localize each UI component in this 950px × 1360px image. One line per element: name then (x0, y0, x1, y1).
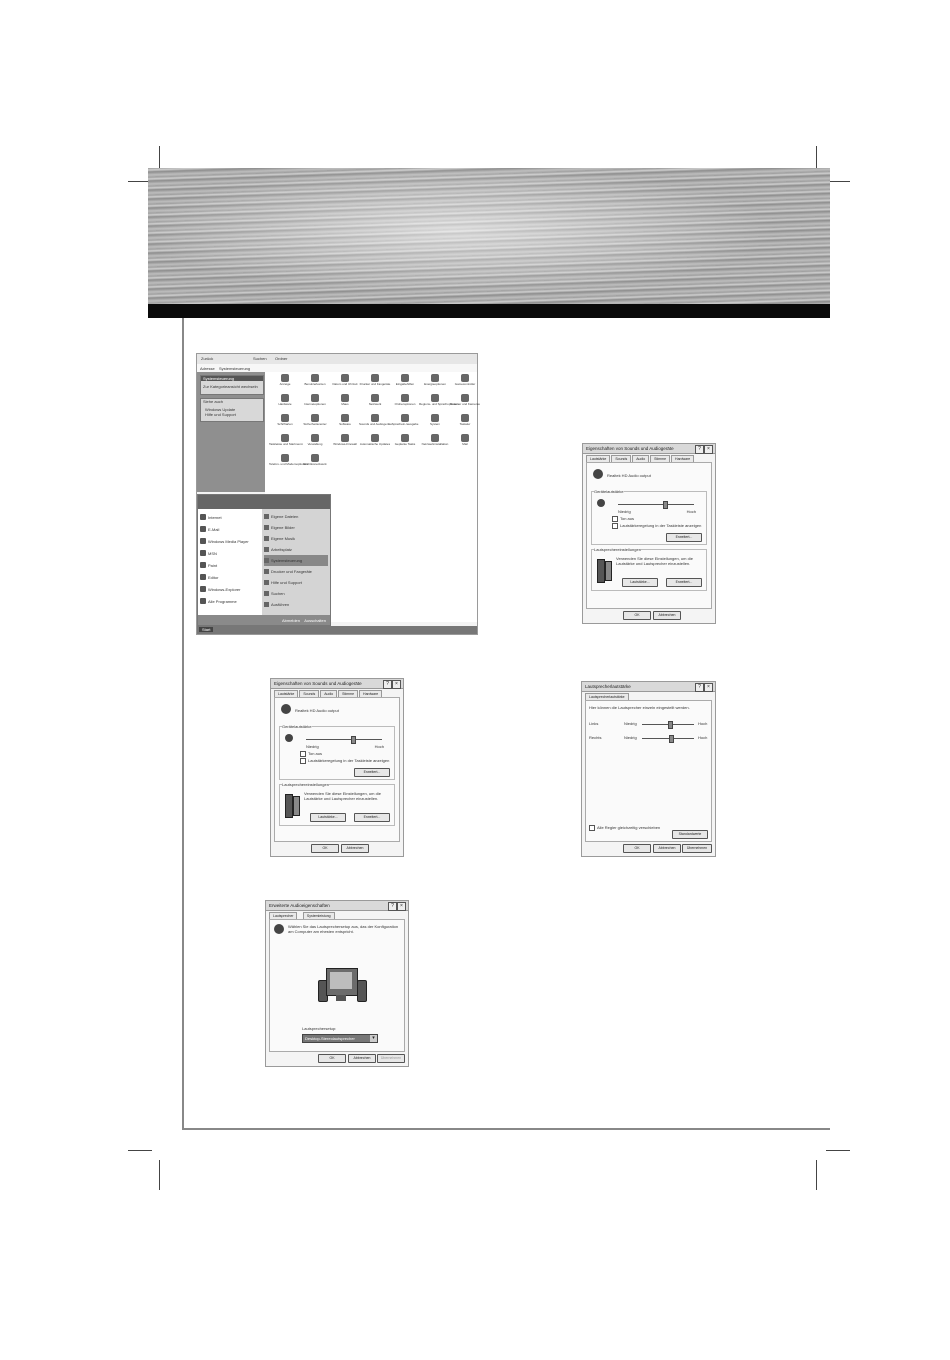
start-menu-place[interactable] (264, 577, 328, 588)
channel-high: Hoch (698, 721, 708, 726)
applet-label: Geplante Tasks (394, 442, 416, 446)
start-menu-program[interactable] (200, 595, 260, 607)
volume-slider[interactable] (618, 504, 694, 505)
device-name: Realtek HD Audio output (295, 708, 339, 713)
advanced-button[interactable]: Erweitert... (354, 768, 390, 777)
crop-mark (816, 1160, 817, 1190)
advanced-audio-screenshot (265, 900, 409, 1067)
dialog-title: Eigenschaften von Sounds und Audiogeräte (583, 444, 715, 454)
crop-mark (159, 1160, 160, 1190)
help-icon[interactable]: ? (695, 683, 704, 692)
channel-slider-thumb[interactable] (668, 721, 673, 729)
applet-label: System (429, 422, 440, 426)
applet-icon (311, 374, 319, 382)
applet-label: Ordneroptionen (394, 402, 416, 406)
mute-checkbox[interactable] (612, 516, 634, 522)
help-icon[interactable]: ? (383, 680, 392, 689)
applet-label: Sicherheitscenter (303, 422, 327, 426)
task-pane (197, 372, 265, 492)
place-label: Arbeitsplatz (271, 547, 292, 552)
defaults-button[interactable]: Standardwerte (672, 830, 708, 839)
sound-properties-screenshot-1 (582, 443, 716, 624)
tab-2[interactable]: Audio (632, 455, 649, 462)
applet-label: Energieoptionen (424, 382, 446, 386)
channel-name: Links (589, 721, 599, 726)
applet-icon (341, 434, 349, 442)
device-name: Realtek HD Audio output (607, 473, 651, 478)
volume-panel (274, 697, 400, 842)
control-panel-item[interactable] (389, 434, 421, 454)
cancel-button[interactable]: Abbrechen (653, 611, 681, 620)
tab-3[interactable]: Stimme (650, 455, 670, 462)
tab-4[interactable]: Hardware (359, 690, 382, 697)
start-menu-program[interactable] (200, 535, 260, 547)
control-panel-item[interactable] (359, 374, 391, 394)
applet-label: Netzwerk (368, 402, 382, 406)
cancel-button[interactable]: Abbrechen (653, 844, 681, 853)
control-panel-item[interactable] (419, 374, 451, 394)
speaker-icon (593, 469, 603, 479)
tab-3[interactable]: Stimme (338, 690, 358, 697)
applet-icon (371, 434, 379, 442)
applet-label: Benutzerkonten (304, 382, 326, 386)
applet-icon (401, 434, 409, 442)
applet-icon (371, 394, 379, 402)
control-panel-item[interactable] (269, 454, 308, 474)
applet-icon (281, 434, 289, 442)
control-panel-item[interactable] (449, 414, 481, 434)
speaker-icon (605, 561, 612, 581)
folder-icon (264, 525, 269, 530)
control-panel-item[interactable] (329, 374, 361, 394)
taskbar-icon-checkbox[interactable] (300, 758, 389, 764)
folder-icon (264, 547, 269, 552)
applet-label: Datum und Uhrzeit (332, 382, 358, 386)
start-menu-header (198, 495, 330, 509)
control-panel-item[interactable] (389, 414, 421, 434)
folder-icon (264, 558, 269, 563)
channel-slider[interactable] (642, 738, 694, 739)
start-menu (197, 494, 331, 626)
mute-checkbox[interactable] (300, 751, 322, 757)
applet-label: Internetoptionen (304, 402, 326, 406)
place-label: Ausführen (271, 602, 290, 607)
brushed-metal-header (148, 168, 830, 306)
start-menu-place[interactable] (264, 555, 328, 566)
program-label: MSN (208, 550, 217, 556)
program-icon (200, 526, 206, 532)
toolbar-folders[interactable]: Ordner (275, 356, 288, 361)
speaker-volume-panel (585, 700, 712, 842)
applet-label: Sprachein-/ausgabe (391, 422, 419, 426)
applet-icon (311, 394, 319, 402)
start-menu-place[interactable] (264, 522, 328, 533)
start-menu-place[interactable] (264, 566, 328, 577)
program-icon (200, 538, 206, 544)
speaker-advanced-button[interactable]: Erweitert... (666, 578, 702, 587)
see-also-link[interactable]: Windows Update (205, 407, 236, 412)
tab-performance[interactable]: Systemleistung (303, 912, 335, 919)
speakers-panel (269, 919, 405, 1052)
speaker-icon (285, 794, 293, 818)
dialog-title: Lautsprecherlautstärke (582, 682, 715, 692)
volume-high: Hoch (374, 744, 384, 749)
control-panel-item[interactable] (269, 434, 301, 454)
volume-high: Hoch (686, 509, 696, 514)
applet-label: Verwaltung (307, 442, 323, 446)
applet-label: Drucker und Faxgeräte (359, 382, 391, 386)
toolbar-search[interactable]: Suchen (253, 356, 267, 361)
speaker-setup-text: Wählen Sie das Lautsprechersetup aus, das der Konfiguration am Computer am ehesten entspricht. (288, 924, 399, 934)
applet-label: Anzeige (279, 382, 291, 386)
dialog-title: Erweiterte Audioeigenschaften (266, 901, 408, 911)
device-volume-group (279, 726, 395, 780)
shutdown-button[interactable]: Ausschalten (304, 618, 326, 623)
chevron-down-icon[interactable]: ▾ (370, 1035, 377, 1042)
start-menu-programs (200, 511, 260, 607)
speaker-icon (597, 559, 605, 583)
channel-name: Rechts (589, 735, 602, 740)
applet-icon (371, 374, 379, 382)
tab-speaker-volume[interactable]: Lautsprecherlautstärke (585, 693, 629, 700)
speaker-settings-group (591, 549, 707, 591)
intro-text: Hier können die Lautsprecher einzeln eingestellt werden. (589, 705, 690, 710)
ok-button[interactable]: OK (318, 1054, 346, 1063)
place-label: Eigene Musik (271, 536, 296, 541)
volume-slider-thumb[interactable] (663, 501, 668, 509)
folder-icon (264, 580, 269, 585)
program-icon (200, 514, 206, 520)
applet-label: Software (339, 422, 351, 426)
start-menu-places (262, 509, 330, 615)
start-menu-place[interactable] (264, 599, 328, 610)
task-box-title: Systemsteuerung (201, 376, 263, 381)
channel-low: Niedrig (624, 721, 637, 726)
applet-label: Hardware (278, 402, 292, 406)
speaker-volume-button[interactable]: Lautstärke... (622, 578, 658, 587)
folder-icon (264, 536, 269, 541)
task-box-see-also (200, 398, 264, 422)
program-icon (200, 550, 206, 556)
applet-label: Automatische Updates (359, 442, 391, 446)
program-label: Internet (208, 514, 222, 520)
footer-line (182, 1128, 830, 1130)
control-panel-item[interactable] (299, 394, 331, 414)
start-menu-program[interactable] (200, 559, 260, 571)
applet-label: Eingabehilfen (395, 382, 415, 386)
control-panel-item[interactable] (449, 434, 481, 454)
control-panel-item[interactable] (269, 374, 301, 394)
address-value: Systemsteuerung (219, 366, 251, 371)
start-menu-place[interactable] (264, 533, 328, 544)
ok-button[interactable]: OK (311, 844, 339, 853)
folder-icon (264, 602, 269, 607)
left-margin-line (182, 318, 184, 1130)
control-panel-item[interactable] (329, 434, 361, 454)
control-panel-item[interactable] (389, 374, 421, 394)
start-menu-place[interactable] (264, 588, 328, 599)
program-icon (200, 574, 206, 580)
speaker-icon (274, 924, 284, 934)
start-menu-program[interactable] (200, 583, 260, 595)
start-menu-program[interactable] (200, 523, 260, 535)
taskbar-icon-label: Lautstärkeregelung in der Taskleiste anzeigen (620, 523, 702, 529)
see-also-title: Siehe auch (203, 399, 224, 404)
applet-icon (281, 414, 289, 422)
control-panel-item[interactable] (359, 414, 391, 434)
applet-icon (281, 454, 289, 462)
tab-1[interactable]: Sounds (611, 455, 631, 462)
program-label: Alle Programme (208, 598, 237, 604)
volume-low: Niedrig (306, 744, 319, 749)
cancel-button[interactable]: Abbrechen (341, 844, 369, 853)
program-icon (200, 586, 206, 592)
applet-icon (311, 454, 319, 462)
applet-label: Gamecontroller (454, 382, 476, 386)
folder-icon (264, 569, 269, 574)
applet-icon (341, 374, 349, 382)
applet-label: Sounds und Audiogeräte (359, 422, 392, 426)
channel-low: Niedrig (624, 735, 637, 740)
place-label: Hilfe und Support (271, 580, 302, 585)
apply-button[interactable]: Übernehmen (377, 1054, 405, 1063)
applet-label: Regions- und Sprachoptionen (419, 402, 459, 406)
tab-0[interactable]: Lautstärke (586, 455, 610, 462)
group-label: Gerätelautstärke (594, 489, 624, 494)
applet-label: Mail (462, 442, 468, 446)
applet-icon (431, 414, 439, 422)
switch-view-link[interactable]: Zur Kategorieansicht wechseln (203, 384, 258, 389)
control-panel-item[interactable] (449, 374, 481, 394)
setup-label: Lautsprechersetup: (302, 1026, 337, 1031)
program-label: Editor (208, 574, 219, 580)
applet-icon (281, 374, 289, 382)
see-also-link[interactable]: Hilfe und Support (205, 412, 236, 417)
help-icon[interactable]: ? (388, 902, 397, 911)
tab-1[interactable]: Sounds (299, 690, 319, 697)
start-menu-program[interactable] (200, 547, 260, 559)
apply-button[interactable]: Übernehmen (682, 844, 712, 853)
place-label: Eigene Bilder (271, 525, 295, 530)
applet-label: Tastatur (459, 422, 471, 426)
setup-select[interactable] (302, 1034, 378, 1043)
control-panel-item[interactable] (419, 414, 451, 434)
speaker-volume-button[interactable]: Lautstärke... (310, 813, 346, 822)
volume-low: Niedrig (618, 509, 631, 514)
control-panel-screenshot (196, 353, 478, 635)
control-panel-item[interactable] (419, 434, 451, 454)
start-button[interactable]: Start (199, 627, 213, 632)
start-menu-program[interactable] (200, 571, 260, 583)
speaker-icon (281, 704, 291, 714)
speaker-icon (293, 796, 300, 816)
volume-slider-thumb[interactable] (351, 736, 356, 744)
same-all-checkbox[interactable] (589, 825, 660, 831)
program-label: Paint (208, 562, 218, 568)
applet-icon (401, 394, 409, 402)
start-menu-footer (198, 615, 330, 625)
applet-icon (461, 434, 469, 442)
taskbar-icon-label: Lautstärkeregelung in der Taskleiste anzeigen (308, 758, 390, 764)
volume-panel (586, 462, 712, 609)
channel-high: Hoch (698, 735, 708, 740)
applet-icon (341, 414, 349, 422)
ok-button[interactable]: OK (623, 611, 651, 620)
program-icon (200, 562, 206, 568)
setup-value: Desktop-Stereolautsprecher (305, 1036, 355, 1041)
program-icon (200, 598, 206, 604)
applet-icon (371, 414, 379, 422)
applet-label: Telefon- und Modemoptionen (269, 462, 308, 466)
place-label: Suchen (271, 591, 285, 596)
volume-slider[interactable] (306, 739, 382, 740)
applet-icon (281, 394, 289, 402)
group-label: Lautsprechereinstellungen (594, 547, 641, 552)
group-label: Lautsprechereinstellungen (282, 782, 329, 787)
control-panel-item[interactable] (359, 434, 391, 454)
speaker-text: Verwenden Sie diese Einstellungen, um die Lautstärke und Lautsprecher einzustellen. (616, 556, 693, 566)
applet-label: Schriftarten (277, 422, 293, 426)
close-icon[interactable]: × (704, 445, 713, 454)
applet-icon (431, 434, 439, 442)
device-volume-group (591, 491, 707, 545)
control-panel-item[interactable] (389, 394, 421, 414)
tab-4[interactable]: Hardware (671, 455, 694, 462)
close-icon[interactable]: × (397, 902, 406, 911)
start-menu-place[interactable] (264, 544, 328, 555)
control-panel-item[interactable] (329, 394, 361, 414)
mute-label: Ton aus (308, 751, 323, 757)
volume-icon (597, 499, 605, 507)
folder-icon (264, 514, 269, 519)
speaker-settings-group (279, 784, 395, 826)
tab-2[interactable]: Audio (320, 690, 337, 697)
close-icon[interactable]: × (704, 683, 713, 692)
crop-mark (128, 1150, 152, 1151)
applet-icon (431, 394, 439, 402)
place-label: Systemsteuerung (271, 558, 303, 563)
applet-label: Windows-Firewall (333, 442, 357, 446)
cancel-button[interactable]: Abbrechen (348, 1054, 376, 1063)
program-label: Windows-Explorer (208, 586, 241, 592)
advanced-button[interactable]: Erweitert... (666, 533, 702, 542)
control-panel-item[interactable] (449, 394, 481, 414)
applet-label: Scanner und Kameras (450, 402, 480, 406)
applet-icon (401, 374, 409, 382)
close-icon[interactable]: × (392, 680, 401, 689)
control-panel-item[interactable] (269, 414, 301, 434)
tab-0[interactable]: Lautstärke (274, 690, 298, 697)
speaker-volume-screenshot (581, 681, 716, 857)
help-icon[interactable]: ? (695, 445, 704, 454)
applet-label: Taskleiste und Startmenü (269, 442, 303, 446)
group-label: Gerätelautstärke (282, 724, 312, 729)
control-panel-item[interactable] (329, 414, 361, 434)
place-label: Drucker und Faxgeräte (271, 569, 312, 574)
applet-icon (461, 374, 469, 382)
control-panel-item[interactable] (419, 394, 459, 414)
program-label: E-Mail (208, 526, 220, 532)
logoff-button[interactable]: Abmelden (281, 618, 300, 623)
channel-slider-thumb[interactable] (669, 735, 674, 743)
control-panel-item[interactable] (299, 414, 331, 434)
control-panel-item[interactable] (359, 394, 391, 414)
toolbar-back[interactable]: Zurück (201, 356, 214, 361)
volume-icon (285, 734, 293, 742)
ok-button[interactable]: OK (623, 844, 651, 853)
speaker-advanced-button[interactable]: Erweitert... (354, 813, 390, 822)
task-box-control-panel (200, 375, 264, 395)
taskbar-icon-checkbox[interactable] (612, 523, 701, 529)
start-menu-place[interactable] (264, 511, 328, 522)
taskbar (197, 626, 477, 634)
applet-label: Maus (341, 402, 349, 406)
applet-icon (461, 414, 469, 422)
folder-icon (264, 591, 269, 596)
crop-mark (826, 1150, 850, 1151)
speaker-text: Verwenden Sie diese Einstellungen, um die Lautstärke und Lautsprecher einzustellen. (304, 791, 381, 801)
applet-icon (341, 394, 349, 402)
mute-label: Ton aus (620, 516, 635, 522)
control-panel-item[interactable] (269, 394, 301, 414)
applet-icon (311, 414, 319, 422)
applet-icon (431, 374, 439, 382)
applet-icon (461, 394, 469, 402)
control-panel-item[interactable] (299, 434, 331, 454)
dialog-title: Eigenschaften von Sounds und Audiogeräte (271, 679, 403, 689)
applet-label: Netzwerkinstallation (421, 442, 449, 446)
header-black-bar (148, 304, 830, 318)
applet-icon (401, 414, 409, 422)
program-label: Windows Media Player (208, 538, 249, 544)
address-label: Adresse (200, 366, 215, 371)
same-all-label: Alle Regler gleichzeitig verschieben (597, 825, 661, 831)
control-panel-item[interactable] (299, 454, 331, 474)
tab-speakers[interactable]: Lautsprecher (269, 912, 297, 919)
applet-icon (311, 434, 319, 442)
applet-label: Drahtlosnetzwerk (303, 462, 327, 466)
start-menu-program[interactable] (200, 511, 260, 523)
control-panel-item[interactable] (299, 374, 331, 394)
sound-properties-screenshot-2 (270, 678, 404, 857)
place-label: Eigene Dateien (271, 514, 299, 519)
